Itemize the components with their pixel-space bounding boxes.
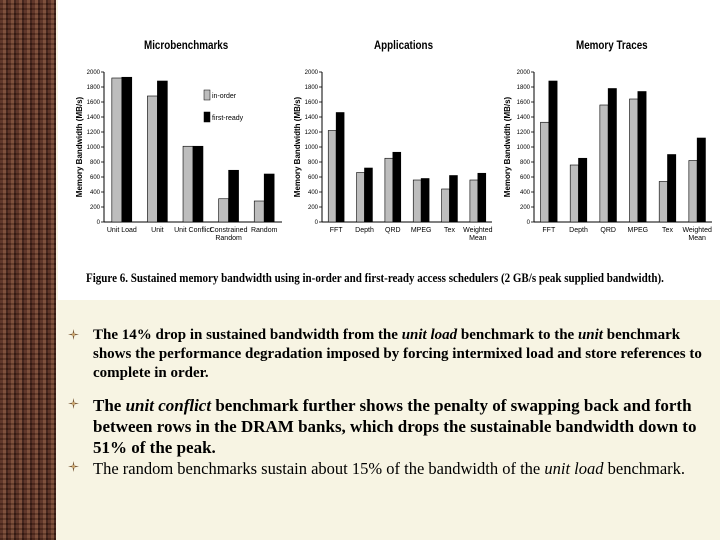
y-tick-label: 1200 [304, 130, 318, 136]
bar-in-order [385, 158, 393, 222]
bullet-item [68, 395, 716, 458]
bar-first-ready [157, 81, 167, 222]
bar-first-ready [579, 158, 587, 222]
bullet-segment: The [93, 396, 126, 415]
bar-first-ready [638, 92, 646, 223]
y-tick-label: 1800 [86, 85, 100, 91]
x-tick-label: Depth [355, 227, 374, 234]
y-tick-label: 1000 [516, 145, 530, 151]
bar-in-order [147, 96, 157, 222]
legend-swatch-in-order [204, 90, 210, 100]
y-tick-label: 1200 [516, 130, 530, 136]
x-tick-label: Random [250, 227, 278, 234]
bar-first-ready [336, 113, 344, 223]
bar-in-order [357, 173, 365, 223]
bar-first-ready [193, 146, 203, 222]
y-tick-label: 200 [89, 205, 100, 211]
bar-in-order [442, 189, 450, 222]
bullet-glyph-icon [68, 461, 79, 472]
y-tick-label: 800 [519, 160, 530, 166]
bar-first-ready [393, 152, 401, 222]
y-tick-label: 1400 [86, 115, 100, 121]
y-tick-label: 800 [307, 160, 318, 166]
y-tick-label: 200 [307, 205, 318, 211]
x-tick-label: Depth [569, 227, 588, 234]
x-tick-label: Mean [688, 235, 706, 242]
bullet-segment: benchmark further shows the penalty of swapping back and forth between rows in the DRAM banks, which drops the sustainable bandwidth down to 51% of the peak. [93, 396, 697, 457]
y-tick-label: 0 [96, 220, 100, 226]
bar-first-ready [365, 168, 373, 222]
y-tick-label: 1600 [86, 100, 100, 106]
bar-in-order [183, 146, 193, 222]
y-tick-label: 1600 [516, 100, 530, 106]
y-tick-label: 2000 [86, 70, 100, 76]
bar-first-ready [421, 179, 429, 223]
bullet-segment: The random benchmarks sustain about 15% of the bandwidth of the [93, 459, 545, 478]
x-tick-label: Weighted [682, 227, 712, 234]
y-axis-label: Memory Bandwidth (MB/s) [293, 96, 302, 198]
legend-swatch-first-ready [204, 112, 210, 122]
bar-in-order [570, 165, 578, 222]
y-tick-label: 600 [89, 175, 100, 181]
y-tick-label: 800 [89, 160, 100, 166]
bullet-text [93, 396, 696, 457]
bullet-item [68, 458, 716, 479]
y-tick-label: 0 [526, 220, 530, 226]
y-tick-label: 600 [307, 175, 318, 181]
x-tick-label: MPEG [627, 227, 649, 234]
bar-first-ready [229, 170, 239, 222]
y-tick-label: 1400 [304, 115, 318, 121]
x-tick-label: Mean [469, 235, 487, 242]
bullet-emphasis: unit [577, 327, 603, 343]
bar-first-ready [450, 176, 458, 223]
bar-in-order [413, 180, 421, 222]
x-tick-label: MPEG [410, 227, 432, 234]
y-tick-label: 1400 [516, 115, 530, 121]
y-tick-label: 1800 [304, 85, 318, 91]
x-tick-label: FFT [542, 227, 556, 234]
bullet-glyph-icon [68, 398, 79, 409]
bar-in-order [541, 122, 549, 222]
y-tick-label: 200 [519, 205, 530, 211]
bar-first-ready [697, 138, 705, 222]
bullet-segment: benchmark shows the performance degradation imposed by forcing intermixed load and store references to complete in order. [93, 327, 702, 381]
y-tick-label: 400 [307, 190, 318, 196]
chart-microbenchmarks [70, 62, 292, 264]
figure-panel [58, 0, 720, 300]
y-tick-label: 1000 [86, 145, 100, 151]
bullet-segment: benchmark. [603, 459, 686, 478]
y-tick-label: 600 [519, 175, 530, 181]
bar-in-order [112, 78, 122, 222]
bar-first-ready [668, 155, 676, 223]
bar-in-order [689, 161, 697, 223]
bullet-emphasis: unit conflict [125, 396, 212, 415]
figure-caption: Figure 6. Sustained memory bandwidth using in-order and first-ready access schedulers (2 GB/s peak supplied bandwidth). [86, 271, 664, 285]
x-tick-label: QRD [385, 227, 401, 234]
x-tick-label: FFT [329, 227, 343, 234]
chart-title-microbenchmarks: Microbenchmarks [144, 38, 229, 52]
x-tick-label: Unit Conflict [174, 227, 212, 234]
bar-in-order [328, 131, 336, 223]
bar-first-ready [264, 174, 274, 222]
bullet-text [93, 459, 685, 478]
bullet-item [68, 326, 716, 383]
y-axis-label: Memory Bandwidth (MB/s) [75, 96, 84, 198]
legend-label: first-ready [212, 115, 244, 122]
y-axis-label: Memory Bandwidth (MB/s) [503, 96, 512, 198]
bar-in-order [630, 99, 638, 222]
x-tick-label: Tex [662, 227, 673, 234]
bar-in-order [470, 180, 478, 222]
bullet-segment: benchmark to the [457, 327, 578, 343]
bullet-emphasis: unit load [544, 459, 604, 478]
bar-first-ready [122, 77, 132, 222]
chart-title-applications: Applications [374, 38, 434, 52]
bar-in-order [659, 182, 667, 223]
bullet-list [68, 326, 716, 479]
x-tick-label: QRD [600, 227, 616, 234]
bullet-emphasis: unit load [401, 327, 458, 343]
decorative-side-stripe [0, 0, 56, 540]
bar-first-ready [478, 173, 486, 222]
bar-in-order [254, 201, 264, 222]
bar-in-order [600, 105, 608, 222]
y-tick-label: 1000 [304, 145, 318, 151]
bullet-text [93, 327, 702, 381]
y-tick-label: 400 [89, 190, 100, 196]
bullet-glyph-icon [68, 329, 79, 340]
chart-memory-traces [498, 62, 720, 264]
x-tick-label: Unit [151, 227, 164, 234]
y-tick-label: 2000 [516, 70, 530, 76]
chart-applications [288, 62, 498, 264]
y-tick-label: 0 [314, 220, 318, 226]
y-tick-label: 1600 [304, 100, 318, 106]
bullet-segment: The 14% drop in sustained bandwidth from the [93, 327, 402, 343]
legend-label: in-order [212, 93, 237, 100]
x-tick-label: Constrained [209, 227, 248, 234]
y-tick-label: 1800 [516, 85, 530, 91]
bar-first-ready [608, 89, 616, 223]
y-tick-label: 1200 [86, 130, 100, 136]
x-tick-label: Weighted [463, 227, 493, 234]
x-tick-label: Tex [444, 227, 455, 234]
x-tick-label: Unit Load [106, 227, 137, 234]
bar-first-ready [549, 81, 557, 222]
x-tick-label: Random [215, 235, 242, 242]
y-tick-label: 2000 [304, 70, 318, 76]
bar-in-order [219, 199, 229, 222]
chart-title-memory-traces: Memory Traces [576, 38, 648, 52]
y-tick-label: 400 [519, 190, 530, 196]
